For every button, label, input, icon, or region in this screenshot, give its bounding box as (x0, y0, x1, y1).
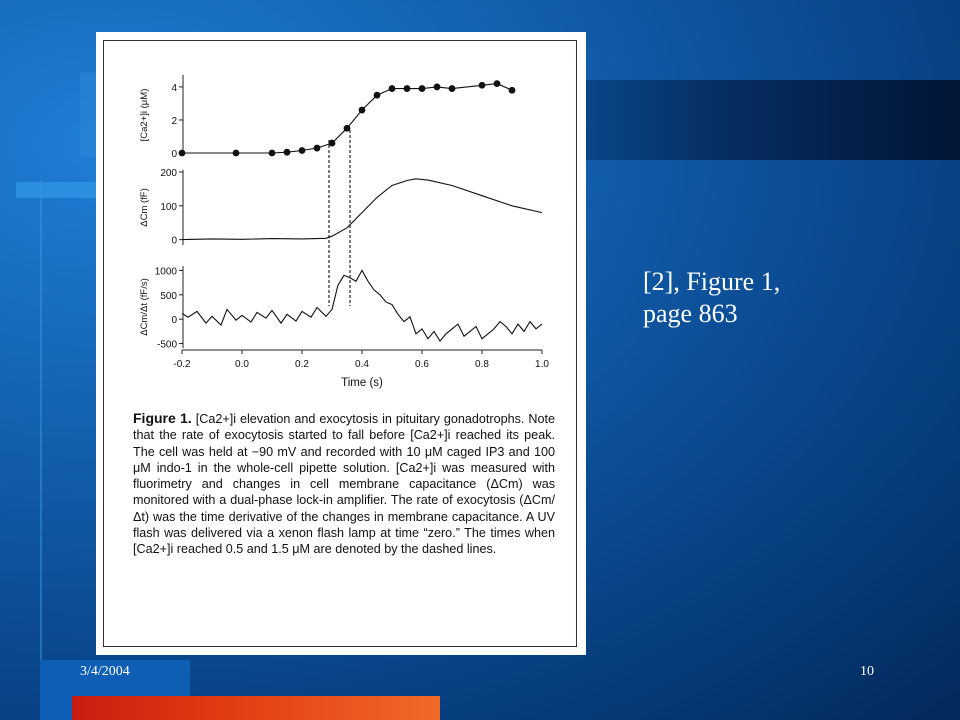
data-point (314, 145, 321, 152)
x-tick-label: 0.8 (475, 359, 489, 370)
y-tick-label-1: 4 (171, 82, 177, 94)
y-tick-label-2: 0 (171, 235, 177, 247)
data-point (269, 150, 276, 157)
data-point (449, 85, 456, 92)
y-axis-label-2: ΔCm (fF) (139, 188, 150, 227)
figure-caption-label: Figure 1. (133, 410, 192, 426)
slide-date: 3/4/2004 (80, 664, 130, 679)
slide-page-number: 10 (860, 664, 874, 679)
data-point (389, 85, 396, 92)
data-point (419, 85, 426, 92)
y-tick-label-3: 500 (160, 290, 177, 302)
data-point (374, 92, 381, 99)
data-point (329, 140, 336, 147)
y-axis-label-1: [Ca2+]i (μM) (139, 88, 150, 142)
x-axis-label: Time (s) (341, 377, 383, 389)
data-point (179, 150, 186, 157)
y-tick-label-3: 1000 (154, 266, 177, 278)
series-line-3 (182, 270, 542, 341)
data-point (479, 82, 486, 89)
x-tick-label: 0.6 (415, 359, 429, 370)
y-tick-label-2: 100 (160, 201, 177, 213)
x-tick-label: 0.4 (355, 359, 369, 370)
data-point (299, 147, 306, 154)
citation-line-2: page 863 (643, 299, 738, 328)
data-point (359, 107, 366, 114)
series-line-2 (182, 179, 542, 240)
x-tick-label: 0.0 (235, 359, 249, 370)
series-line-1 (182, 84, 512, 153)
data-point (284, 149, 291, 156)
data-point (434, 84, 441, 91)
y-tick-label-2: 200 (160, 168, 177, 179)
y-tick-label-1: 0 (171, 149, 177, 160)
data-point (233, 150, 240, 157)
x-tick-label: -0.2 (173, 359, 191, 370)
y-tick-label-3: -500 (156, 339, 177, 351)
data-point (509, 87, 516, 94)
y-tick-label-1: 2 (171, 115, 177, 127)
data-point (344, 125, 351, 132)
figure-caption-text: [Ca2+]i elevation and exocytosis in pituitary gonadotrophs. Note that the rate of exocytosis started to fall before [Ca2+]i reached its peak. The cell was held at −90 mV and recorded with 10 μM caged IP3 and 100 μM indo-1 in the whole-cell pipette solution. [Ca2+]i was measured with fluorimetry and changes in cell membrane capacitance (ΔCm) was monitored with a dual-phase lock-in amplifier. The rate of exocytosis (ΔCm/Δt) was the time derivative of the changes in membrane capacitance. A UV flash was delivered via a xenon flash lamp at time “zero.” The times when [Ca2+]i reached 0.5 and 1.5 μM are denoted by the dashed lines. (133, 412, 555, 557)
citation (643, 266, 780, 330)
data-point (494, 80, 501, 87)
citation-line-1: [2], Figure 1, (643, 267, 781, 296)
x-tick-label: 0.2 (295, 359, 309, 370)
y-tick-label-3: 0 (171, 315, 177, 327)
y-axis-label-3: ΔCm/Δt (fF/s) (139, 278, 150, 336)
x-tick-label: 1.0 (535, 359, 549, 370)
data-point (404, 85, 411, 92)
figure-caption (133, 410, 555, 558)
